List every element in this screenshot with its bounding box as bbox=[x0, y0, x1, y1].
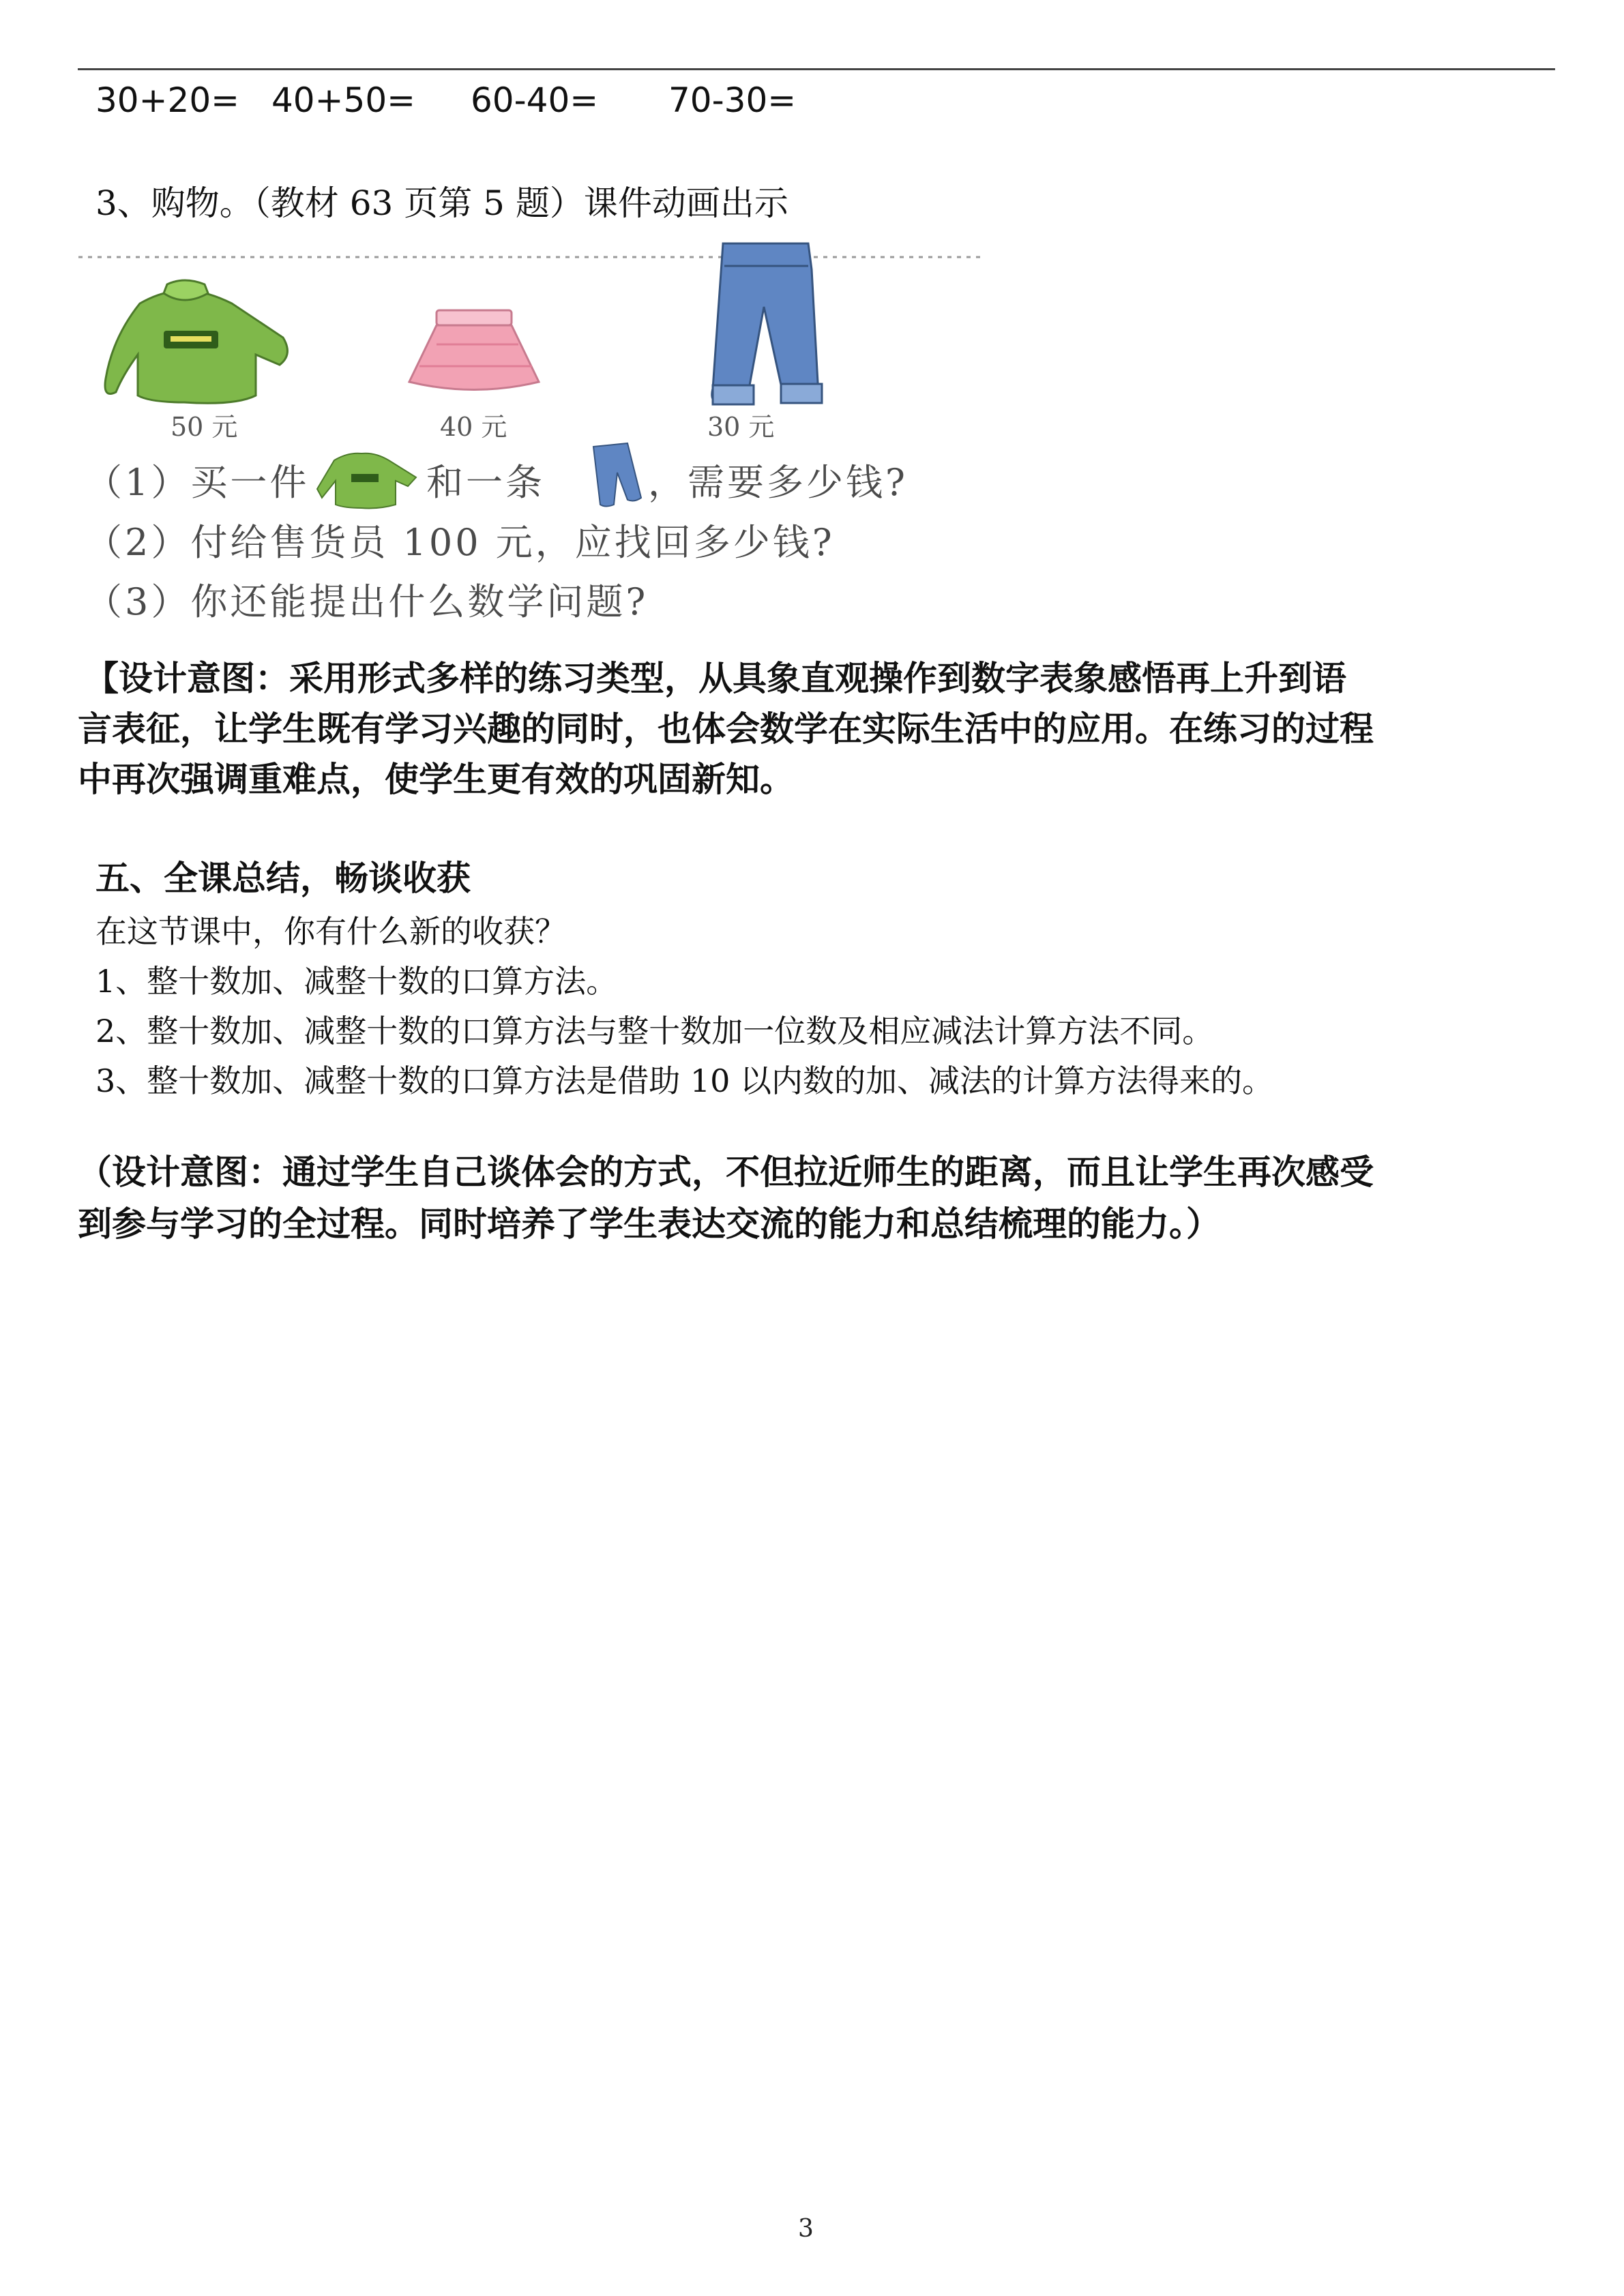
price-jeans: 30 元 bbox=[707, 412, 775, 442]
summary-point-3: 3、整十数加、减整十数的口算方法是借助 10 以内数的加、减法的计算方法得来的。 bbox=[95, 1062, 1274, 1099]
equation-3: 60-40= bbox=[471, 80, 599, 120]
header-rule bbox=[78, 68, 1555, 70]
section3-title: 3、购物。（教材 63 页第 5 题）课件动画出示 bbox=[95, 183, 788, 223]
skirt-icon bbox=[409, 310, 539, 390]
equation-4: 70-30= bbox=[668, 80, 797, 120]
summary-point-1: 1、整十数加、减整十数的口算方法。 bbox=[95, 963, 618, 1000]
summary-point-2: 2、整十数加、减整十数的口算方法与整十数加一位数及相应减法计算方法不同。 bbox=[95, 1013, 1214, 1049]
price-sweater: 50 元 bbox=[171, 412, 238, 442]
jeans-icon bbox=[712, 243, 822, 404]
design-intent-1-line-3: 中再次强调重难点，使学生更有效的巩固新知。 bbox=[78, 759, 794, 799]
sweater-icon bbox=[105, 280, 287, 403]
question-1-mid: 和一条 bbox=[426, 461, 545, 504]
section5-prompt: 在这节课中，你有什么新的收获？ bbox=[95, 913, 566, 950]
sweater-inline-icon bbox=[317, 453, 416, 509]
section5-heading: 五、全课总结，畅谈收获 bbox=[95, 858, 471, 898]
jeans-inline-icon bbox=[593, 443, 641, 507]
design-intent-2-line-1: （设计意图：通过学生自己谈体会的方式，不但拉近师生的距离，而且让学生再次感受 bbox=[78, 1152, 1374, 1192]
price-skirt: 40 元 bbox=[440, 412, 507, 442]
question-3: （3）你还能提出什么数学问题? bbox=[85, 580, 649, 623]
equation-2: 40+50= bbox=[271, 80, 416, 120]
shopping-figure bbox=[75, 242, 989, 631]
equation-1: 30+20= bbox=[95, 80, 240, 120]
question-1-suffix: ，需要多少钱? bbox=[648, 461, 908, 504]
question-2: （2）付给售货员 100 元，应找回多少钱? bbox=[85, 521, 835, 564]
page-number: 3 bbox=[798, 2215, 814, 2243]
design-intent-1-line-1: 【设计意图：采用形式多样的练习类型，从具象直观操作到数字表象感悟再上升到语 bbox=[85, 658, 1346, 698]
question-1-prefix: （1）买一件 bbox=[85, 461, 310, 504]
design-intent-2-line-2: 到参与学习的全过程。同时培养了学生表达交流的能力和总结梳理的能力。） bbox=[78, 1204, 1220, 1244]
design-intent-1-line-2: 言表征，让学生既有学习兴趣的同时，也体会数学在实际生活中的应用。在练习的过程 bbox=[78, 709, 1374, 749]
